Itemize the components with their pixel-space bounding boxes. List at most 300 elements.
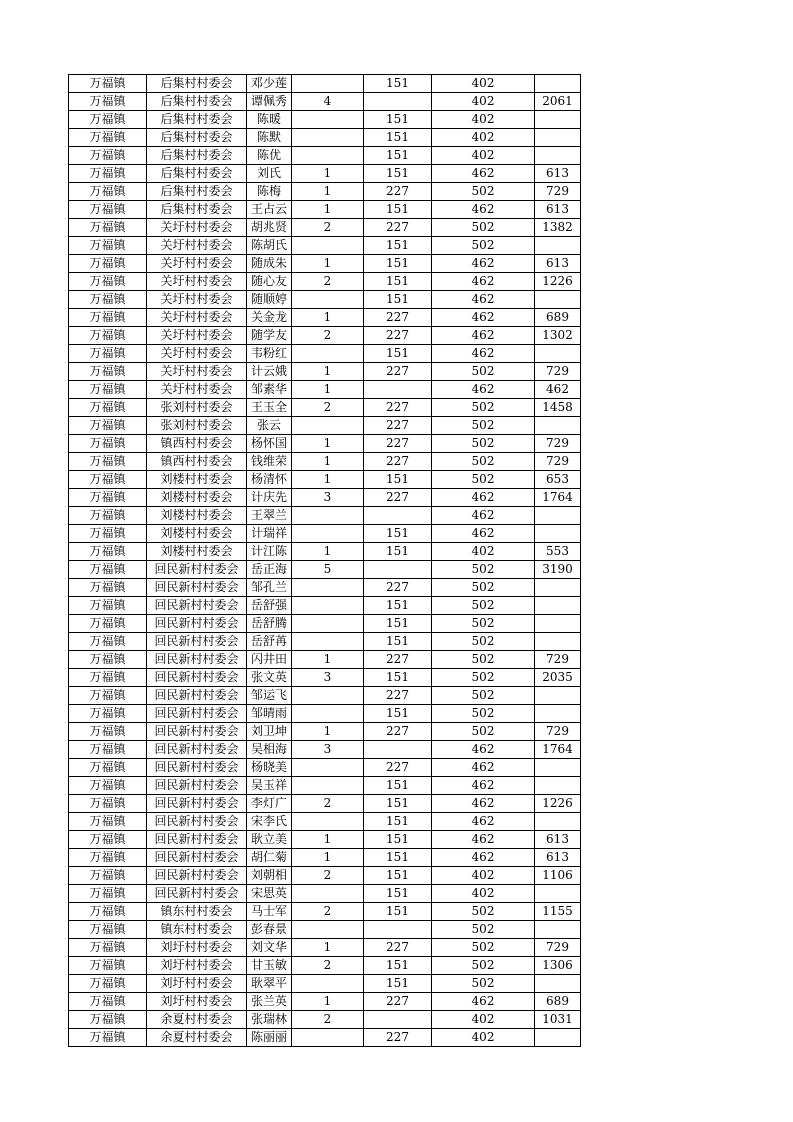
person-name-cell: 邹运飞 — [247, 687, 292, 705]
amount-b-cell: 462 — [432, 255, 535, 273]
town-cell: 万福镇 — [69, 1011, 147, 1029]
count-cell: 1 — [292, 939, 364, 957]
amount-b-cell: 462 — [432, 777, 535, 795]
person-name-cell: 甘玉敏 — [247, 957, 292, 975]
table-row — [69, 633, 581, 651]
town-cell: 万福镇 — [69, 669, 147, 687]
amount-b-cell: 502 — [432, 723, 535, 741]
village-committee-cell: 刘楼村村委会 — [147, 525, 247, 543]
count-cell: 1 — [292, 201, 364, 219]
person-name-cell: 刘氏 — [247, 165, 292, 183]
table-row — [69, 147, 581, 165]
total-cell — [535, 579, 581, 597]
town-cell: 万福镇 — [69, 723, 147, 741]
amount-a-cell: 151 — [364, 111, 432, 129]
amount-a-cell: 151 — [364, 831, 432, 849]
amount-b-cell: 462 — [432, 795, 535, 813]
total-cell — [535, 1029, 581, 1047]
table-row — [69, 1029, 581, 1047]
amount-b-cell: 502 — [432, 183, 535, 201]
amount-b-cell: 502 — [432, 669, 535, 687]
amount-a-cell: 227 — [364, 453, 432, 471]
count-cell: 1 — [292, 183, 364, 201]
person-name-cell: 岳舒腾 — [247, 615, 292, 633]
village-committee-cell: 回民新村村委会 — [147, 795, 247, 813]
person-name-cell: 计云娥 — [247, 363, 292, 381]
table-row — [69, 489, 581, 507]
table-row — [69, 507, 581, 525]
table-row — [69, 381, 581, 399]
amount-a-cell: 151 — [364, 633, 432, 651]
amount-a-cell — [364, 93, 432, 111]
village-committee-cell: 镇东村村委会 — [147, 921, 247, 939]
village-committee-cell: 关圩村村委会 — [147, 345, 247, 363]
total-cell — [535, 975, 581, 993]
count-cell: 5 — [292, 561, 364, 579]
amount-b-cell: 502 — [432, 633, 535, 651]
village-committee-cell: 后集村村委会 — [147, 147, 247, 165]
total-cell — [535, 705, 581, 723]
town-cell: 万福镇 — [69, 489, 147, 507]
amount-b-cell: 502 — [432, 561, 535, 579]
table-row — [69, 129, 581, 147]
count-cell: 1 — [292, 309, 364, 327]
total-cell: 613 — [535, 165, 581, 183]
amount-a-cell: 151 — [364, 777, 432, 795]
table-row — [69, 1011, 581, 1029]
town-cell: 万福镇 — [69, 471, 147, 489]
person-name-cell: 张文英 — [247, 669, 292, 687]
total-cell: 1302 — [535, 327, 581, 345]
table-row — [69, 669, 581, 687]
count-cell — [292, 921, 364, 939]
total-cell — [535, 615, 581, 633]
amount-b-cell: 502 — [432, 471, 535, 489]
amount-b-cell: 502 — [432, 579, 535, 597]
town-cell: 万福镇 — [69, 579, 147, 597]
table-row — [69, 435, 581, 453]
amount-b-cell: 502 — [432, 939, 535, 957]
village-committee-cell: 刘楼村村委会 — [147, 543, 247, 561]
total-cell — [535, 885, 581, 903]
total-cell: 1306 — [535, 957, 581, 975]
amount-b-cell: 502 — [432, 237, 535, 255]
total-cell: 729 — [535, 453, 581, 471]
town-cell: 万福镇 — [69, 687, 147, 705]
town-cell: 万福镇 — [69, 813, 147, 831]
table-row — [69, 453, 581, 471]
count-cell — [292, 705, 364, 723]
village-committee-cell: 张刘村村委会 — [147, 399, 247, 417]
amount-b-cell: 462 — [432, 489, 535, 507]
count-cell: 1 — [292, 471, 364, 489]
table-row — [69, 975, 581, 993]
amount-a-cell: 227 — [364, 309, 432, 327]
count-cell: 2 — [292, 219, 364, 237]
person-name-cell: 吴相海 — [247, 741, 292, 759]
table-row — [69, 183, 581, 201]
amount-a-cell: 227 — [364, 183, 432, 201]
amount-a-cell — [364, 561, 432, 579]
total-cell: 3190 — [535, 561, 581, 579]
town-cell: 万福镇 — [69, 993, 147, 1011]
amount-a-cell: 227 — [364, 759, 432, 777]
amount-b-cell: 402 — [432, 129, 535, 147]
amount-a-cell: 151 — [364, 615, 432, 633]
town-cell: 万福镇 — [69, 381, 147, 399]
amount-b-cell: 502 — [432, 219, 535, 237]
table-row — [69, 399, 581, 417]
town-cell: 万福镇 — [69, 93, 147, 111]
count-cell: 1 — [292, 453, 364, 471]
town-cell: 万福镇 — [69, 543, 147, 561]
amount-b-cell: 402 — [432, 1011, 535, 1029]
total-cell — [535, 507, 581, 525]
village-committee-cell: 余夏村村委会 — [147, 1011, 247, 1029]
amount-b-cell: 462 — [432, 525, 535, 543]
amount-b-cell: 502 — [432, 435, 535, 453]
table-row — [69, 921, 581, 939]
count-cell — [292, 759, 364, 777]
town-cell: 万福镇 — [69, 111, 147, 129]
count-cell: 4 — [292, 93, 364, 111]
total-cell — [535, 813, 581, 831]
town-cell: 万福镇 — [69, 615, 147, 633]
amount-b-cell: 502 — [432, 453, 535, 471]
village-committee-cell: 回民新村村委会 — [147, 849, 247, 867]
total-cell — [535, 147, 581, 165]
count-cell: 1 — [292, 381, 364, 399]
table-row — [69, 597, 581, 615]
person-name-cell: 刘朝相 — [247, 867, 292, 885]
amount-b-cell: 462 — [432, 849, 535, 867]
amount-a-cell: 227 — [364, 417, 432, 435]
town-cell: 万福镇 — [69, 273, 147, 291]
total-cell: 729 — [535, 183, 581, 201]
table-row — [69, 615, 581, 633]
amount-b-cell: 462 — [432, 831, 535, 849]
town-cell: 万福镇 — [69, 1029, 147, 1047]
count-cell — [292, 75, 364, 93]
person-name-cell: 杨怀国 — [247, 435, 292, 453]
village-committee-cell: 关圩村村委会 — [147, 273, 247, 291]
count-cell — [292, 291, 364, 309]
count-cell: 1 — [292, 435, 364, 453]
table-row — [69, 327, 581, 345]
amount-b-cell: 402 — [432, 75, 535, 93]
amount-b-cell: 462 — [432, 381, 535, 399]
town-cell: 万福镇 — [69, 345, 147, 363]
person-name-cell: 陈丽丽 — [247, 1029, 292, 1047]
amount-a-cell: 151 — [364, 705, 432, 723]
table-row — [69, 525, 581, 543]
town-cell: 万福镇 — [69, 237, 147, 255]
village-committee-cell: 关圩村村委会 — [147, 219, 247, 237]
total-cell: 729 — [535, 651, 581, 669]
amount-b-cell: 502 — [432, 957, 535, 975]
table-row — [69, 111, 581, 129]
village-committee-cell: 关圩村村委会 — [147, 327, 247, 345]
town-cell: 万福镇 — [69, 291, 147, 309]
town-cell: 万福镇 — [69, 201, 147, 219]
table-row — [69, 723, 581, 741]
amount-b-cell: 462 — [432, 993, 535, 1011]
table-row — [69, 201, 581, 219]
town-cell: 万福镇 — [69, 957, 147, 975]
table-row — [69, 831, 581, 849]
count-cell: 1 — [292, 849, 364, 867]
person-name-cell: 吴玉祥 — [247, 777, 292, 795]
person-name-cell: 耿翠平 — [247, 975, 292, 993]
person-name-cell: 邹孔兰 — [247, 579, 292, 597]
amount-a-cell: 151 — [364, 165, 432, 183]
amount-b-cell: 462 — [432, 507, 535, 525]
amount-a-cell: 151 — [364, 957, 432, 975]
village-committee-cell: 回民新村村委会 — [147, 633, 247, 651]
amount-b-cell: 502 — [432, 363, 535, 381]
table-row — [69, 219, 581, 237]
amount-a-cell — [364, 921, 432, 939]
total-cell: 1458 — [535, 399, 581, 417]
amount-a-cell: 151 — [364, 813, 432, 831]
count-cell — [292, 615, 364, 633]
total-cell: 729 — [535, 723, 581, 741]
amount-a-cell: 151 — [364, 129, 432, 147]
amount-b-cell: 502 — [432, 687, 535, 705]
person-name-cell: 随成朱 — [247, 255, 292, 273]
amount-b-cell: 462 — [432, 165, 535, 183]
amount-a-cell: 227 — [364, 489, 432, 507]
count-cell — [292, 777, 364, 795]
total-cell: 729 — [535, 363, 581, 381]
person-name-cell: 马士军 — [247, 903, 292, 921]
total-cell: 553 — [535, 543, 581, 561]
table-row — [69, 903, 581, 921]
town-cell: 万福镇 — [69, 453, 147, 471]
table-body — [69, 75, 581, 1047]
village-committee-cell: 回民新村村委会 — [147, 759, 247, 777]
person-name-cell: 陈优 — [247, 147, 292, 165]
count-cell: 1 — [292, 651, 364, 669]
amount-a-cell: 227 — [364, 723, 432, 741]
total-cell: 1764 — [535, 489, 581, 507]
person-name-cell: 岳正海 — [247, 561, 292, 579]
town-cell: 万福镇 — [69, 183, 147, 201]
town-cell: 万福镇 — [69, 525, 147, 543]
village-committee-cell: 后集村村委会 — [147, 111, 247, 129]
count-cell: 2 — [292, 399, 364, 417]
amount-b-cell: 502 — [432, 651, 535, 669]
town-cell: 万福镇 — [69, 777, 147, 795]
town-cell: 万福镇 — [69, 561, 147, 579]
person-name-cell: 岳舒强 — [247, 597, 292, 615]
total-cell: 2035 — [535, 669, 581, 687]
amount-b-cell: 462 — [432, 813, 535, 831]
table-row — [69, 543, 581, 561]
village-committee-cell: 回民新村村委会 — [147, 777, 247, 795]
amount-b-cell: 462 — [432, 759, 535, 777]
table-row — [69, 345, 581, 363]
total-cell: 613 — [535, 201, 581, 219]
town-cell: 万福镇 — [69, 435, 147, 453]
count-cell: 1 — [292, 723, 364, 741]
count-cell: 3 — [292, 489, 364, 507]
town-cell: 万福镇 — [69, 165, 147, 183]
total-cell — [535, 525, 581, 543]
town-cell: 万福镇 — [69, 633, 147, 651]
amount-b-cell: 502 — [432, 417, 535, 435]
total-cell: 2061 — [535, 93, 581, 111]
amount-a-cell — [364, 741, 432, 759]
person-name-cell: 刘卫坤 — [247, 723, 292, 741]
town-cell: 万福镇 — [69, 759, 147, 777]
village-committee-cell: 回民新村村委会 — [147, 705, 247, 723]
person-name-cell: 邹晴雨 — [247, 705, 292, 723]
amount-a-cell: 151 — [364, 543, 432, 561]
person-name-cell: 宋思英 — [247, 885, 292, 903]
village-committee-cell: 镇东村村委会 — [147, 903, 247, 921]
table-row — [69, 705, 581, 723]
amount-a-cell: 227 — [364, 399, 432, 417]
person-name-cell: 张云 — [247, 417, 292, 435]
town-cell: 万福镇 — [69, 417, 147, 435]
village-committee-cell: 回民新村村委会 — [147, 723, 247, 741]
person-name-cell: 宋李氏 — [247, 813, 292, 831]
amount-b-cell: 402 — [432, 867, 535, 885]
person-name-cell: 王占云 — [247, 201, 292, 219]
total-cell — [535, 237, 581, 255]
village-committee-cell: 回民新村村委会 — [147, 885, 247, 903]
village-committee-cell: 关圩村村委会 — [147, 255, 247, 273]
person-name-cell: 刘文华 — [247, 939, 292, 957]
person-name-cell: 彭春景 — [247, 921, 292, 939]
count-cell: 2 — [292, 903, 364, 921]
village-committee-cell: 回民新村村委会 — [147, 615, 247, 633]
town-cell: 万福镇 — [69, 705, 147, 723]
town-cell: 万福镇 — [69, 939, 147, 957]
town-cell: 万福镇 — [69, 75, 147, 93]
table-row — [69, 813, 581, 831]
village-committee-cell: 关圩村村委会 — [147, 291, 247, 309]
town-cell: 万福镇 — [69, 327, 147, 345]
total-cell — [535, 129, 581, 147]
village-committee-cell: 镇西村村委会 — [147, 435, 247, 453]
total-cell: 689 — [535, 993, 581, 1011]
village-committee-cell: 刘圩村村委会 — [147, 939, 247, 957]
table-row — [69, 939, 581, 957]
village-committee-cell: 后集村村委会 — [147, 93, 247, 111]
person-name-cell: 陈默 — [247, 129, 292, 147]
total-cell: 1382 — [535, 219, 581, 237]
person-name-cell: 随顺婷 — [247, 291, 292, 309]
amount-b-cell: 502 — [432, 597, 535, 615]
table-row — [69, 75, 581, 93]
count-cell — [292, 417, 364, 435]
amount-a-cell: 151 — [364, 849, 432, 867]
village-committee-cell: 后集村村委会 — [147, 201, 247, 219]
person-name-cell: 随学友 — [247, 327, 292, 345]
village-committee-cell: 回民新村村委会 — [147, 741, 247, 759]
table-row — [69, 255, 581, 273]
amount-a-cell: 151 — [364, 255, 432, 273]
town-cell: 万福镇 — [69, 507, 147, 525]
amount-a-cell — [364, 1011, 432, 1029]
count-cell — [292, 975, 364, 993]
town-cell: 万福镇 — [69, 885, 147, 903]
amount-a-cell: 151 — [364, 597, 432, 615]
table-row — [69, 795, 581, 813]
person-name-cell: 岳舒苒 — [247, 633, 292, 651]
amount-a-cell: 151 — [364, 903, 432, 921]
amount-b-cell: 462 — [432, 201, 535, 219]
amount-b-cell: 502 — [432, 921, 535, 939]
person-name-cell: 计庆先 — [247, 489, 292, 507]
person-name-cell: 韦粉红 — [247, 345, 292, 363]
person-name-cell: 杨晓美 — [247, 759, 292, 777]
table-row — [69, 867, 581, 885]
amount-b-cell: 502 — [432, 975, 535, 993]
amount-a-cell: 227 — [364, 435, 432, 453]
amount-b-cell: 462 — [432, 327, 535, 345]
count-cell — [292, 597, 364, 615]
town-cell: 万福镇 — [69, 597, 147, 615]
count-cell: 2 — [292, 867, 364, 885]
table-row — [69, 237, 581, 255]
village-committee-cell: 关圩村村委会 — [147, 363, 247, 381]
town-cell: 万福镇 — [69, 975, 147, 993]
person-name-cell: 闪井田 — [247, 651, 292, 669]
person-name-cell: 陈胡氏 — [247, 237, 292, 255]
total-cell: 613 — [535, 849, 581, 867]
count-cell: 2 — [292, 795, 364, 813]
amount-b-cell: 402 — [432, 885, 535, 903]
village-committee-cell: 关圩村村委会 — [147, 309, 247, 327]
total-cell: 462 — [535, 381, 581, 399]
total-cell: 1226 — [535, 273, 581, 291]
table-row — [69, 273, 581, 291]
total-cell — [535, 345, 581, 363]
count-cell: 1 — [292, 831, 364, 849]
village-committee-cell: 后集村村委会 — [147, 165, 247, 183]
count-cell — [292, 687, 364, 705]
amount-b-cell: 402 — [432, 543, 535, 561]
town-cell: 万福镇 — [69, 255, 147, 273]
town-cell: 万福镇 — [69, 219, 147, 237]
village-committee-cell: 张刘村村委会 — [147, 417, 247, 435]
amount-b-cell: 502 — [432, 615, 535, 633]
count-cell — [292, 525, 364, 543]
total-cell: 613 — [535, 831, 581, 849]
amount-a-cell: 227 — [364, 1029, 432, 1047]
village-committee-cell: 刘楼村村委会 — [147, 471, 247, 489]
total-cell — [535, 633, 581, 651]
table-row — [69, 309, 581, 327]
table-row — [69, 777, 581, 795]
village-committee-cell: 回民新村村委会 — [147, 687, 247, 705]
total-cell: 653 — [535, 471, 581, 489]
person-name-cell: 胡仁菊 — [247, 849, 292, 867]
village-committee-cell: 后集村村委会 — [147, 75, 247, 93]
village-committee-cell: 后集村村委会 — [147, 129, 247, 147]
village-committee-cell: 回民新村村委会 — [147, 579, 247, 597]
amount-b-cell: 502 — [432, 903, 535, 921]
amount-a-cell: 151 — [364, 345, 432, 363]
person-name-cell: 王玉全 — [247, 399, 292, 417]
amount-b-cell: 462 — [432, 345, 535, 363]
person-name-cell: 陈暖 — [247, 111, 292, 129]
amount-a-cell: 151 — [364, 237, 432, 255]
town-cell: 万福镇 — [69, 831, 147, 849]
